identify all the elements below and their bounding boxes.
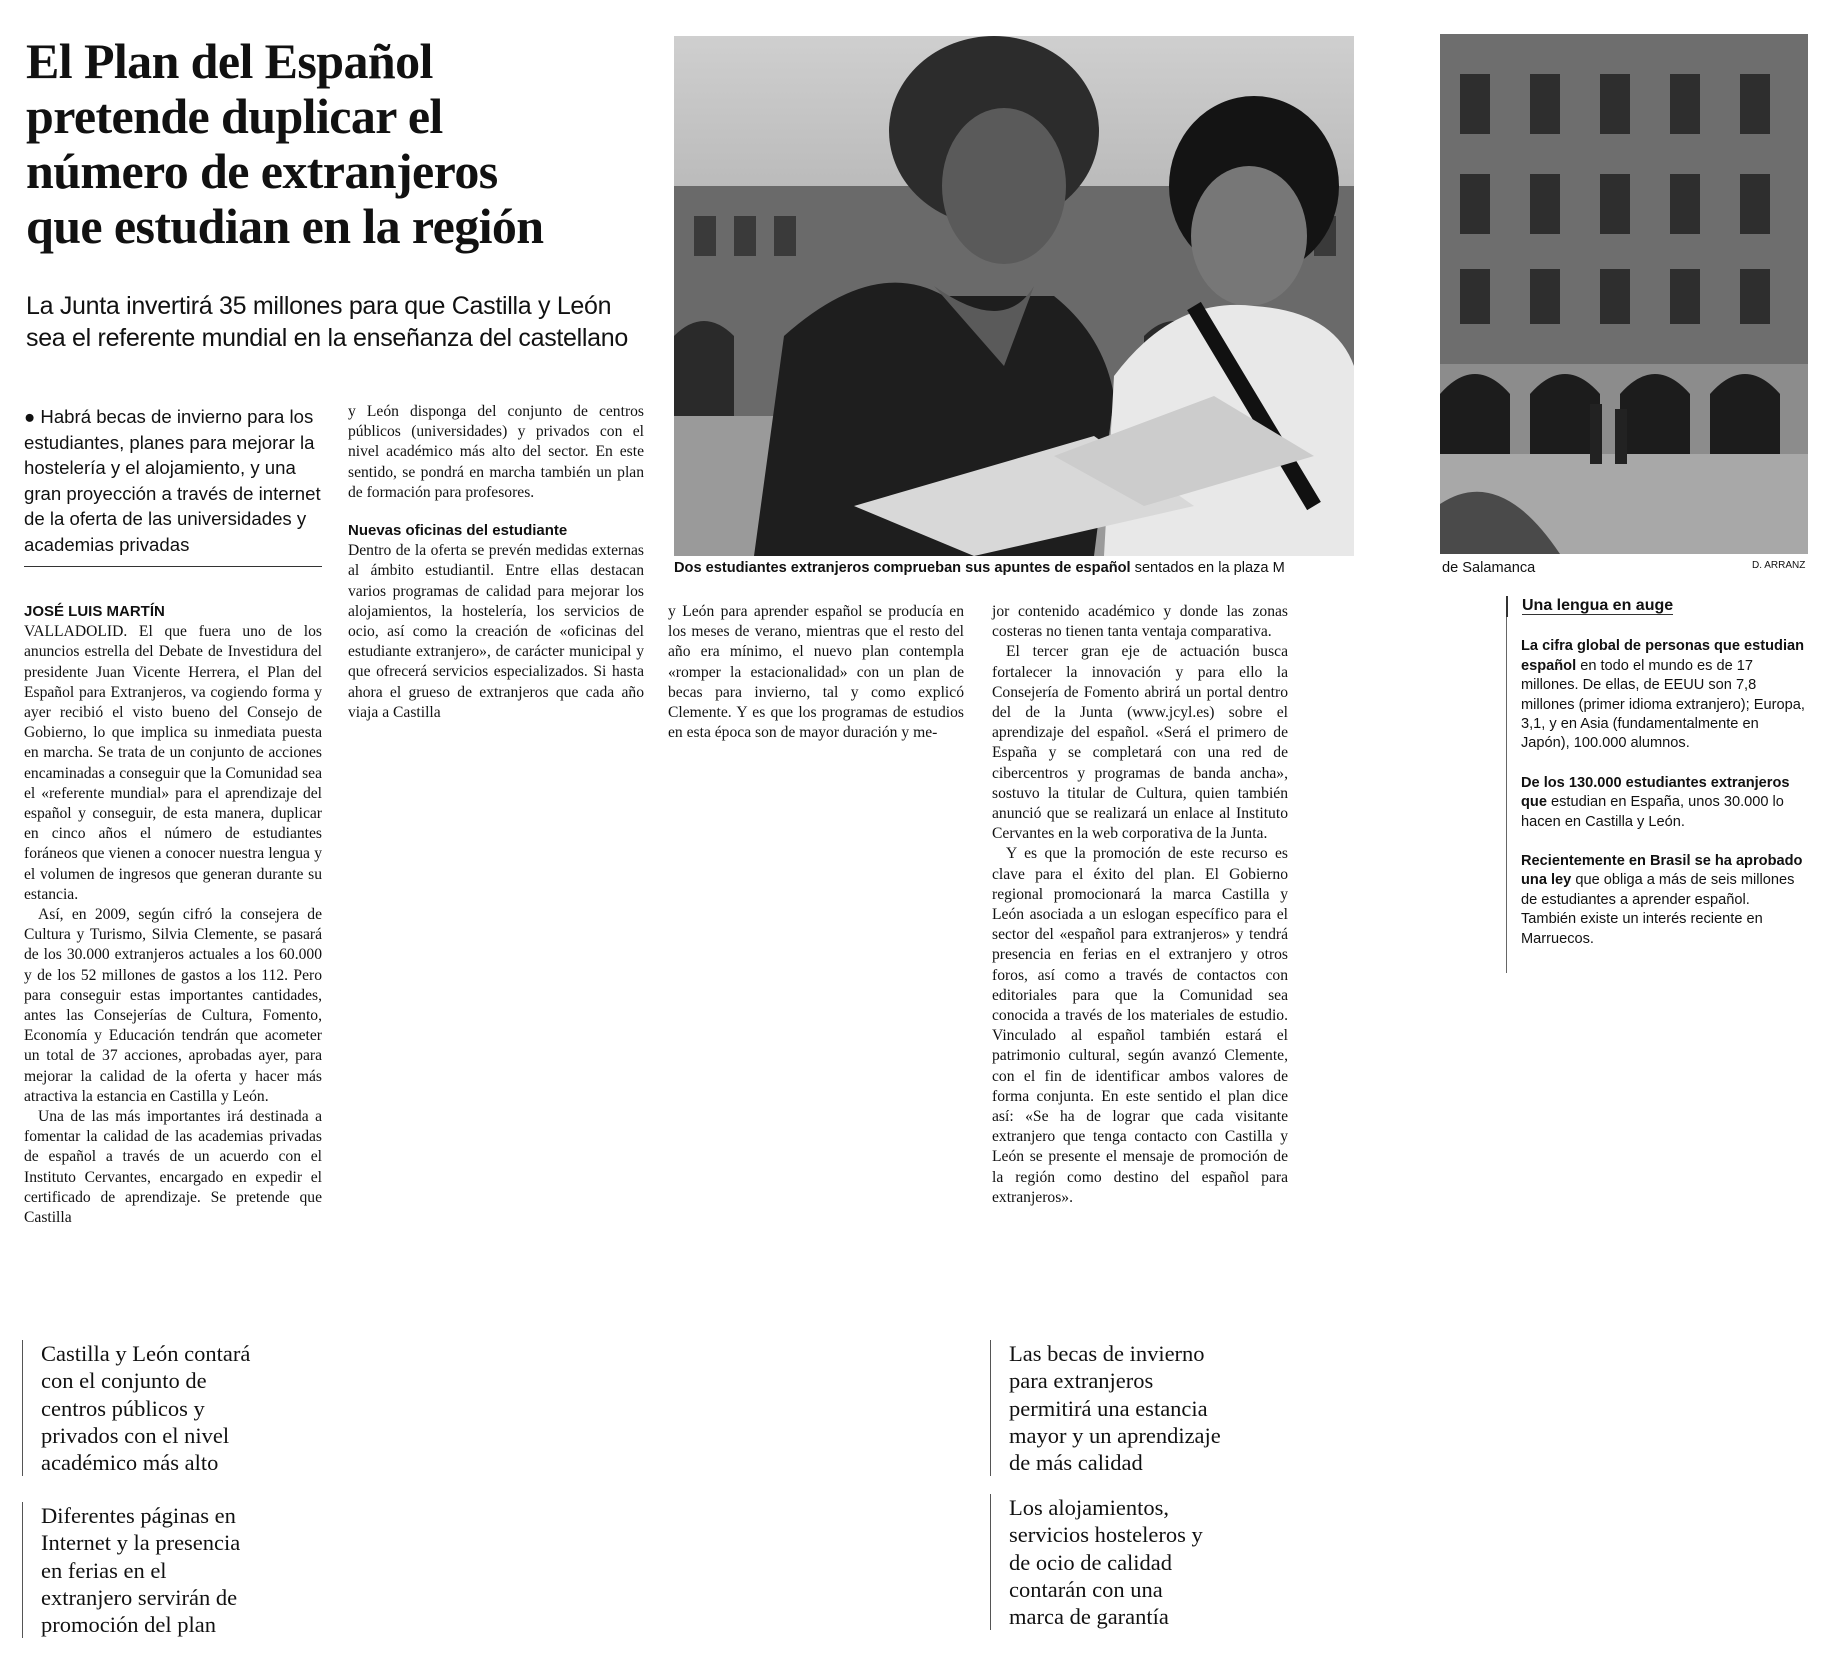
section-subhead: Nuevas oficinas del estudiante	[348, 522, 568, 540]
headline-line: El Plan del Español	[26, 33, 433, 89]
article-paragraph: Así, en 2009, según cifró la consejera de Cultura y Turismo, Silvia Clemente, se pasará de los 30.000 extranjeros actuales a los 60.000 y de los 52 millones de gastos a los 112. Pero para conseguir estas importantes cantidades, antes las Consejerías de Cultura, Fomento, Economía y Educación tendrán que acometer un total de 37 acciones, aprobadas ayer, para mejorar la calidad de la oferta y hacer más atractiva la estancia en Castilla y León.	[24, 906, 322, 1105]
photo-caption-continued: de Salamanca	[1442, 560, 1536, 576]
sidebar-item: Recientemente en Brasil se ha aprobado una ley que obliga a más de seis millones de estudiantes a aprender español. También existe un interés reciente en Marruecos.	[1521, 853, 1803, 947]
sidebar-title: Una lengua en auge	[1506, 596, 1673, 617]
pull-quote: Castilla y León contará con el conjunto de centros públicos y privados con el nivel académico más alto	[22, 1340, 250, 1476]
summary	[24, 404, 324, 558]
article-paragraph: VALLADOLID. El que fuera uno de los anuncios estrella del Debate de Investidura del presidente Juan Vicente Herrera, el Plan del Español para Extranjeros, va cogiendo forma y ayer recibió el visto bueno del Consejo de Gobierno, lo que implica su inmediata puesta en marcha. Se trata de un conjunto de acciones encaminadas a conseguir que la Comunidad sea el «referente mundial» para el aprendizaje del español y conseguir, de esta manera, duplicar en cinco años el número de estudiantes foráneos que vienen a conocer nuestra lengua y el volumen de ingresos que generan durante su estancia.	[24, 623, 322, 903]
article-column-1	[24, 602, 322, 1228]
sidebar-body	[1506, 617, 1806, 973]
article-column-2	[348, 402, 644, 723]
photo-caption: Dos estudiantes extranjeros comprueban sus apuntes de español sentados en la plaza M	[674, 560, 1285, 576]
pull-quote: Diferentes páginas en Internet y la presencia en ferias en el extranjero servirán de promoción del plan	[22, 1502, 240, 1638]
summary-divider	[24, 566, 322, 567]
photo-credit: D. ARRANZ	[1752, 560, 1806, 571]
article-paragraph: El tercer gran eje de actuación busca fortalecer la innovación y para ello la Consejería de Fomento abrirá un portal dentro del de la Junta (www.jcyl.es) sobre el aprendizaje del español. «Será el primero de España y se completará con una red de cibercentros y programas de banda ancha», sostuvo la titular de Cultura, quien también anunció que se realizará un enlace al Instituto Cervantes en la web corporativa de la Junta.	[992, 643, 1288, 843]
dateline: VALLADOLID.	[24, 623, 128, 641]
article-paragraph: Una de las más importantes irá destinada a fomentar la calidad de las academias privadas de español a través de un acuerdo con el Instituto Cervantes, encargado en expedir el certificado de aprendizaje. Se pretende que Castilla	[24, 1108, 322, 1227]
subtitle-line: sea el referente mundial en la enseñanza del castellano	[26, 324, 628, 352]
bullet-icon: ●	[24, 406, 36, 427]
article-paragraph: y León disponga del conjunto de centros públicos (universidades) y privados con el nivel académico más alto del sector. En este sentido, se pondrá en marcha también un plan de formación para profesores.	[348, 403, 644, 501]
headline-line: pretende duplicar el	[26, 88, 443, 144]
photo-students	[674, 36, 1354, 556]
headline-line: número de extranjeros	[26, 143, 498, 199]
sidebar-item: La cifra global de personas que estudian español en todo el mundo es de 17 millones. De ellas, de EEUU son 7,8 millones (primer idioma extranjero); Europa, 3,1, y en Asia (fundamentalmente en Japón), 100.000 alumnos.	[1521, 638, 1805, 752]
byline-author: JOSÉ LUIS MARTÍN	[24, 603, 165, 620]
photo-plaza-mayor	[1440, 34, 1808, 554]
headline-line: que estudian en la región	[26, 198, 544, 254]
article-paragraph: y León para aprender español se producía en los meses de verano, mientras que el resto del año era mínimo, el nuevo plan contempla «romper la estacionalidad» con un plan de becas para invierno, tal y como explicó Clemente. Y es que los programas de estudios en esta época son de mayor duración y me-	[668, 603, 964, 742]
sidebar-item: De los 130.000 estudiantes extranjeros que estudian en España, unos 30.000 lo hacen en Castilla y León.	[1521, 774, 1790, 830]
subtitle-line: La Junta invertirá 35 millones para que Castilla y León	[26, 292, 612, 320]
headline	[26, 34, 666, 254]
pull-quote: Las becas de invierno para extranjeros permitirá una estancia mayor y un aprendizaje de más calidad	[990, 1340, 1221, 1476]
article-paragraph: Y es que la promoción de este recurso es clave para el éxito del plan. El Gobierno regional promocionará la marca Castilla y León asociada a un eslogan específico para el sector del «español para extranjeros» y tendrá presencia en ferias en el extranjero y otros foros, así como a través de contactos con editoriales para que la Comunidad sea conocida a través de los materiales de estudio. Vinculado al español también estará el patrimonio cultural, según avanzó Clemente, con el fin de identificar ambos valores de forma conjunta. En este sentido el plan dice así: «Se ha de lograr que cada visitante extranjero que tenga contacto con Castilla y León se presente el mensaje de promoción de la región como destino del español para extranjeros».	[992, 845, 1288, 1206]
subtitle	[26, 290, 666, 354]
pull-quote: Los alojamientos, servicios hosteleros y de ocio de calidad contarán con una marca de garantía	[990, 1494, 1203, 1630]
article-column-4	[992, 602, 1288, 1208]
summary-text: Habrá becas de invierno para los estudiantes, planes para mejorar la hostelería y el alojamiento, y una gran proyección a través de internet de la oferta de las universidades y academias privadas	[24, 406, 321, 555]
sidebar-box	[1506, 596, 1806, 973]
article-column-3	[668, 602, 964, 743]
article-paragraph: jor contenido académico y donde las zonas costeras no tienen tanta ventaja comparativa.	[992, 603, 1288, 641]
article-paragraph: Dentro de la oferta se prevén medidas externas al ámbito estudiantil. Entre ellas destacan varios programas de calidad para mejorar los alojamientos, la hostelería, los servicios de ocio, así como la creación de «oficinas del estudiante extranjero», de carácter municipal y que ofrecerá servicios especializados. Si hasta ahora el grueso de extranjeros que cada año viaja a Castilla	[348, 542, 644, 721]
